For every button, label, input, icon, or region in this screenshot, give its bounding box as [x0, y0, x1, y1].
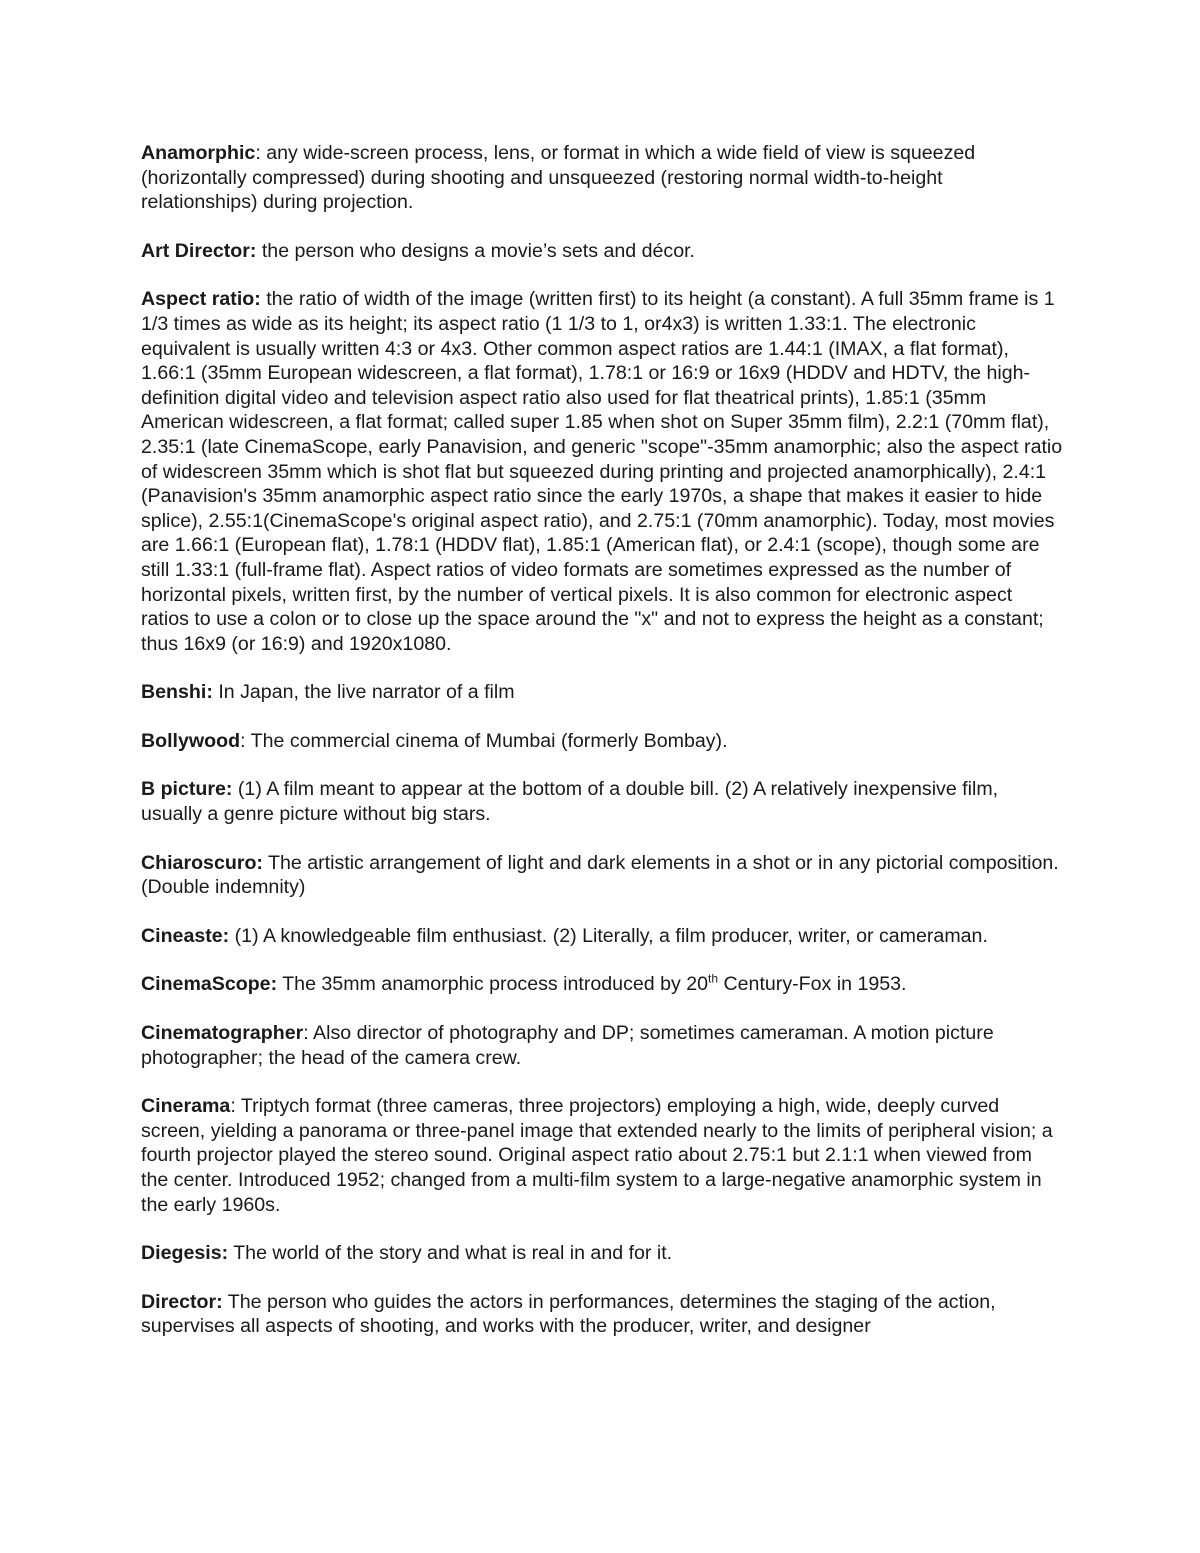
definition: Triptych format (three cameras, three projectors) employing a high, wide, deeply curved screen, yielding a panorama or three-panel image that extended nearly to the limits of peripheral vision; a fourth projector played the stereo sound. Original aspect ratio about 2.75:1 but 2.1:1 when viewed from the center. Introduced 1952; changed from a multi-film system to a large-negative anamorphic system in the early 1960s.	[141, 1095, 1053, 1216]
definition: The commercial cinema of Mumbai (formerly Bombay).	[250, 729, 728, 752]
term: B picture:	[141, 778, 233, 801]
entry-anamorphic: Anamorphic: any wide-screen process, lens, or format in which a wide field of view is squeezed (horizontally compressed) during shooting and unsqueezed (restoring normal width-to-height relationships) during projection.	[141, 142, 976, 214]
term: Cineaste:	[141, 924, 230, 947]
term: Benshi:	[141, 681, 213, 704]
entry-benshi	[141, 680, 1063, 705]
term: Chiaroscuro:	[141, 851, 263, 874]
term: Cinematographer	[141, 1022, 304, 1045]
term: Diegesis:	[141, 1242, 229, 1265]
definition: any wide-screen process, lens, or format in which a wide field of view is squeezed (horizontally compressed) during shooting and unsqueezed (restoring normal width-to-height relationships) during projection.	[141, 142, 976, 214]
glossary-page	[141, 141, 1063, 1363]
term: Art Director:	[141, 239, 257, 262]
definition: (1) A knowledgeable film enthusiast. (2) Literally, a film producer, writer, or cameraman.	[234, 924, 988, 947]
entry-bollywood: Bollywood: The commercial cinema of Mumbai (formerly Bombay).	[141, 729, 728, 752]
definition: The person who guides the actors in performances, determines the staging of the action, supervises all aspects of shooting, and works with the producer, writer, and designer	[141, 1290, 996, 1338]
superscript: th	[708, 971, 719, 986]
entry-cinemascope	[141, 972, 1063, 997]
definition: Also director of photography and DP; sometimes cameraman. A motion picture photographer; the head of the camera crew.	[141, 1022, 994, 1069]
definition: In Japan, the live narrator of a film	[218, 681, 515, 704]
term: CinemaScope:	[141, 973, 278, 996]
definition: (1) A film meant to appear at the bottom of a double bill. (2) A relatively inexpensive film, usually a genre picture without big stars.	[141, 778, 999, 826]
entry-b-picture	[141, 777, 1063, 826]
definition: The 35mm anamorphic process introduced by 20th Century-Fox in 1953.	[282, 971, 907, 996]
definition: The artistic arrangement of light and dark elements in a shot or in any pictorial composition. (Double indemnity)	[141, 851, 1059, 899]
definition: the ratio of width of the image (written first) to its height (a constant). A full 35mm frame is 1 1/3 times as wide as its height; its aspect ratio (1 1/3 to 1, or4x3) is written 1.33:1. The electronic equivalent is usually written 4:3 or 4x3. Other common aspect ratios are 1.44:1 (IMAX, a flat format), 1.66:1 (35mm European widescreen, a flat format), 1.78:1 or 16:9 or 16x9 (HDDV and HDTV, the high-definition digital video and television aspect ratio also used for flat theatrical prints), 1.85:1 (35mm American widescreen, a flat format; called super 1.85 when shot on Super 35mm film), 2.2:1 (70mm flat), 2.35:1 (late CinemaScope, early Panavision, and generic "scope"-35mm anamorphic; also the aspect ratio of widescreen 35mm which is shot flat but squeezed during printing and projected anamorphically), 2.4:1 (Panavision's 35mm anamorphic aspect ratio since the early 1970s, a shape that makes it easier to hide splice), 2.55:1(CinemaScope's original aspect ratio), and 2.75:1 (70mm anamorphic). Today, most movies are 1.66:1 (European flat), 1.78:1 (HDDV flat), 1.85:1 (American flat), or 2.4:1 (scope), though some are still 1.33:1 (full-frame flat). Aspect ratios of video formats are sometimes expressed as the number of horizontal pixels, written first, by the number of vertical pixels. It is also common for electronic aspect ratios to use a colon or to close up the space around the "x" and not to express the height as a constant; thus 16x9 (or 16:9) and 1920x1080.	[141, 288, 1063, 655]
term: Aspect ratio:	[141, 288, 261, 311]
entry-chiaroscuro	[141, 851, 1063, 900]
entry-cineaste	[141, 924, 1063, 949]
term: Cinerama	[141, 1095, 231, 1118]
entry-cinematographer: Cinematographer: Also director of photography and DP; sometimes cameraman. A motion picture photographer; the head of the camera crew.	[141, 1022, 994, 1069]
definition: the person who designs a movie’s sets and décor.	[261, 239, 695, 262]
entry-art-director	[141, 239, 1063, 264]
entry-diegesis	[141, 1241, 1063, 1266]
entry-director	[141, 1290, 1063, 1339]
entry-aspect-ratio	[141, 287, 1063, 656]
definition: The world of the story and what is real in and for it.	[233, 1242, 673, 1265]
term: Director:	[141, 1290, 223, 1313]
entry-cinerama: Cinerama: Triptych format (three cameras, three projectors) employing a high, wide, deeply curved screen, yielding a panorama or three-panel image that extended nearly to the limits of peripheral vision; a fourth projector played the stereo sound. Original aspect ratio about 2.75:1 but 2.1:1 when viewed from the center. Introduced 1952; changed from a multi-film system to a large-negative anamorphic system in the early 1960s.	[141, 1095, 1053, 1216]
term: Bollywood	[141, 729, 241, 752]
term: Anamorphic	[141, 142, 256, 164]
